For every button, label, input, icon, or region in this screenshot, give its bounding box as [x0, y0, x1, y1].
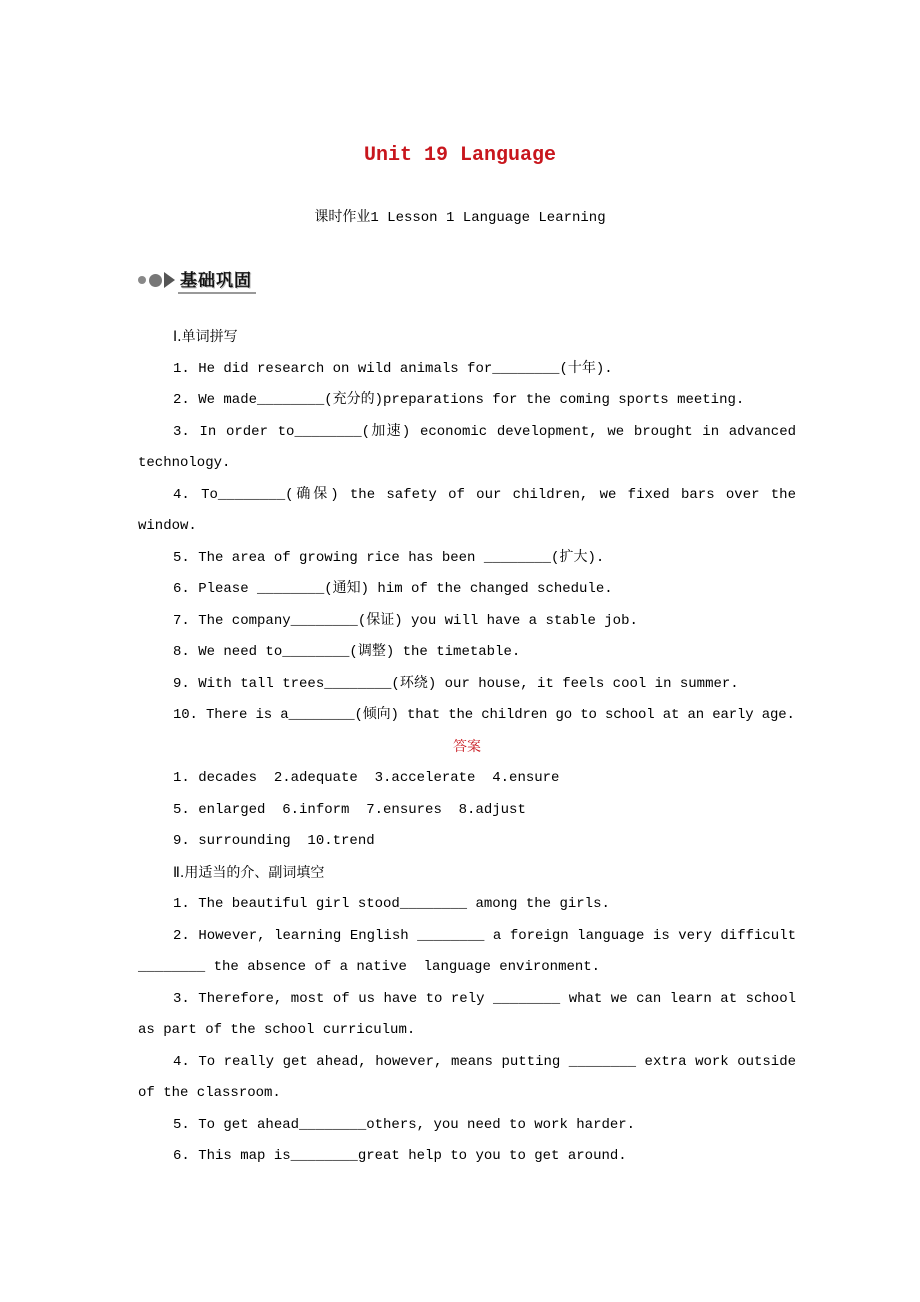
exercise-item: 5. The area of growing rice has been ________(扩大).: [173, 549, 605, 566]
exercise-item: 7. The company________(保证) you will have a stable job.: [173, 612, 638, 629]
exercise-item: 4. To really get ahead, however, means putting ________ extra work outside of the classroom.: [138, 1053, 805, 1101]
small-dot-icon: [138, 276, 146, 284]
answer-line: 1. decades 2.adequate 3.accelerate 4.ensure: [173, 770, 560, 786]
exercise-item: 2. However, learning English ________ a foreign language is very difficult ________ the absence of a native language environment.: [138, 927, 805, 975]
banner-label: 基础巩固: [178, 266, 256, 294]
section-banner: [138, 266, 256, 294]
exercise-item: 6. Please ________(通知) him of the changed schedule.: [173, 581, 613, 597]
unit-title: Unit 19 Language: [363, 144, 557, 167]
arrow-right-icon: [164, 272, 175, 288]
answer-line: 5. enlarged 6.inform 7.ensures 8.adjust: [173, 801, 526, 818]
exercise-item: 5. To get ahead________others, you need to work harder.: [173, 1116, 636, 1133]
exercise-item: 6. This map is________great help to you to get around.: [173, 1148, 627, 1164]
lesson-subtitle: 课时作业1 Lesson 1 Language Learning: [314, 210, 606, 226]
exercise-item: 9. With tall trees________(环绕) our house, it feels cool in summer.: [173, 675, 739, 692]
exercise-item: 3. In order to________(加速) economic development, we brought in advanced technology.: [138, 423, 805, 471]
section1-heading: Ⅰ.单词拼写: [173, 329, 238, 345]
answers-heading: 答案: [453, 738, 481, 755]
exercise-item: 10. There is a________(倾向) that the children go to school at an early age.: [173, 707, 795, 723]
exercise-item: 4. To________(确保) the safety of our children, we fixed bars over the window.: [138, 486, 805, 534]
large-dot-icon: [149, 274, 162, 287]
exercise-item: 1. He did research on wild animals for________(十年).: [173, 360, 613, 377]
exercise-item: 2. We made________(充分的)preparations for the coming sports meeting.: [173, 392, 745, 408]
exercise-item: 3. Therefore, most of us have to rely ________ what we can learn at school as part of the school curriculum.: [138, 990, 805, 1038]
answer-line: 9. surrounding 10.trend: [173, 833, 375, 849]
exercise-content: [138, 322, 805, 1173]
exercise-item: 1. The beautiful girl stood________ among the girls.: [173, 896, 610, 912]
exercise-item: 8. We need to________(调整) the timetable.: [173, 644, 521, 660]
section2-heading: Ⅱ.用适当的介、副词填空: [173, 864, 325, 881]
